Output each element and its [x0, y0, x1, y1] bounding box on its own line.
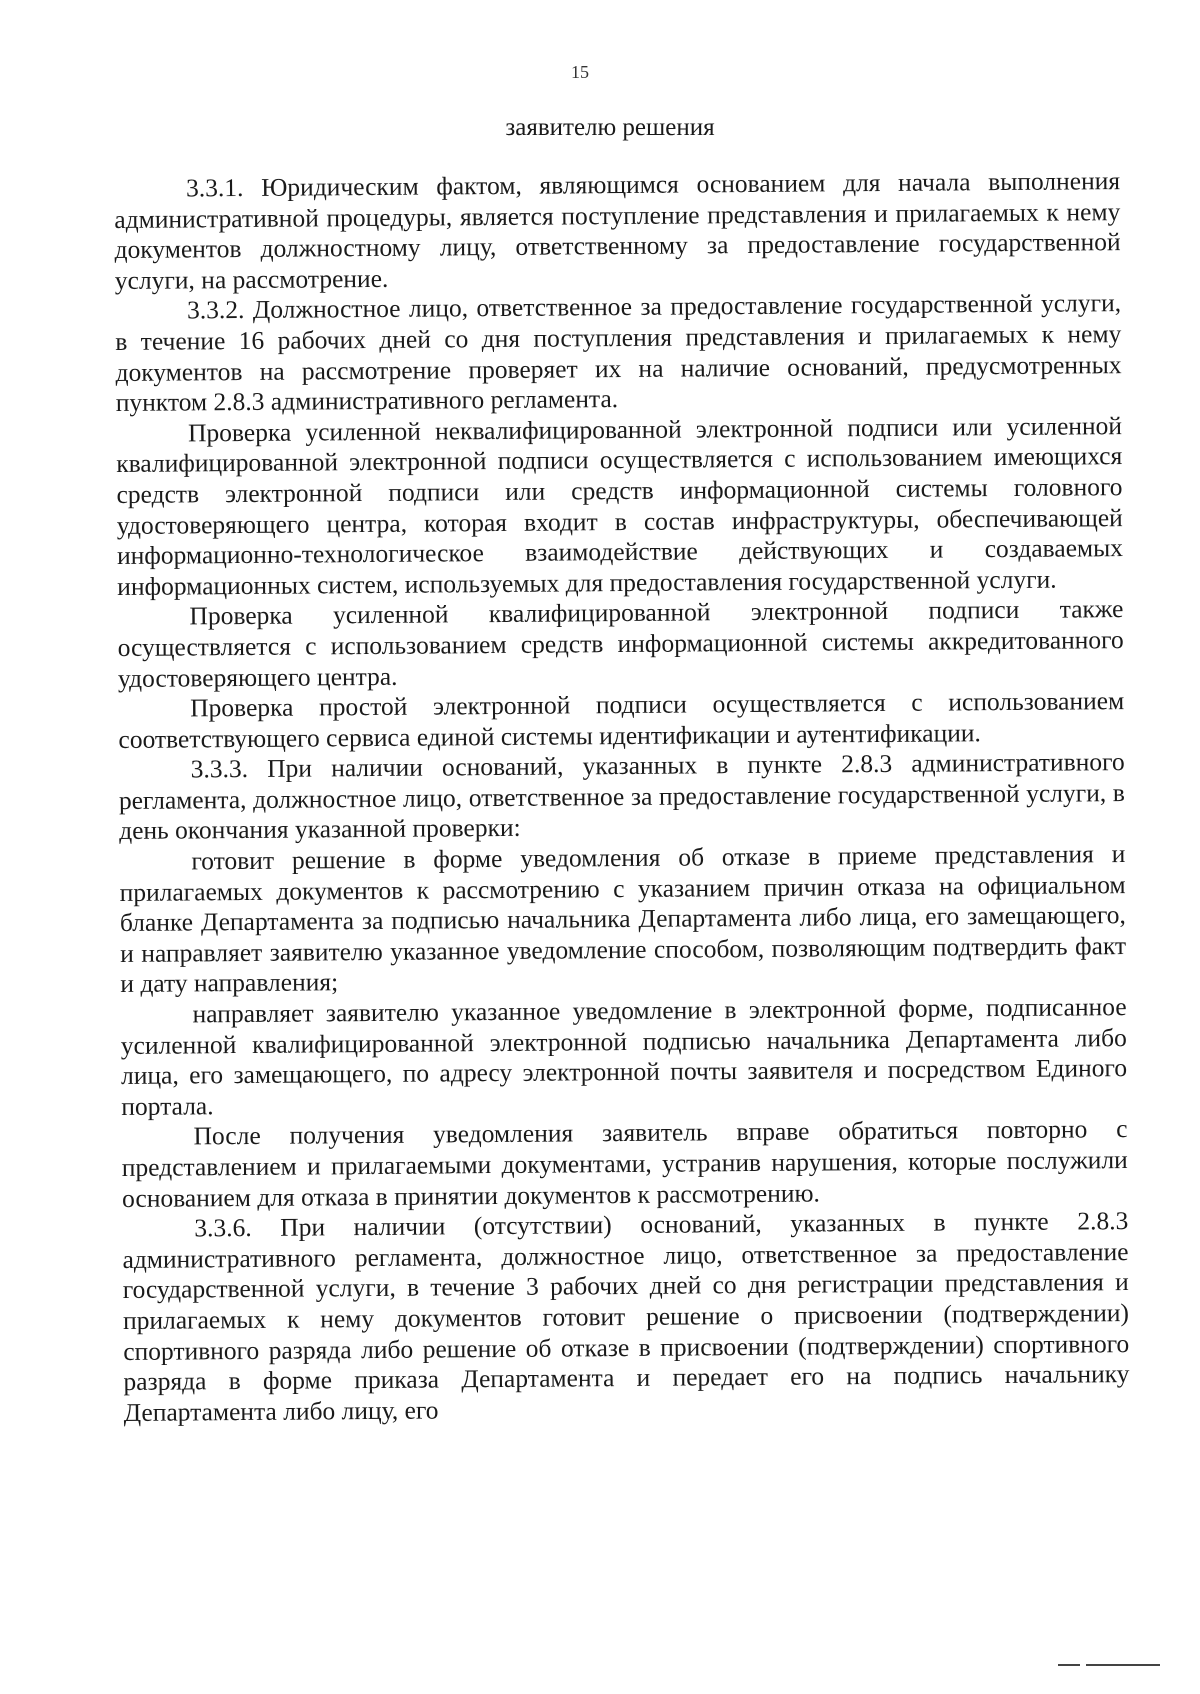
paragraph-sends-notification: направляет заявителю указанное уведомление в электронной форме, подписанное усиленной квалифицированной электронной подписью начальника Департамента либо лица, его замещающего, по адресу электронной почты заявителя и посредством Единого портала.	[120, 992, 1128, 1121]
scan-edge-mark	[1086, 1664, 1160, 1666]
paragraph-3-3-3: 3.3.3. При наличии оснований, указанных в пункте 2.8.3 административного регламента, должностное лицо, ответственное за предоставление государственной услуги, в день окончания указанной проверки:	[118, 747, 1126, 846]
page-number: 15	[571, 62, 589, 82]
paragraph-3-3-2: 3.3.2. Должностное лицо, ответственное за предоставление государственной услуги, в течение 16 рабочих дней со дня поступления представления и прилагаемых к нему документов на рассмотрение проверяет их на наличие оснований, предусмотренных пунктом 2.8.3 административного регламента.	[115, 288, 1122, 418]
paragraph-3-3-1: 3.3.1. Юридическим фактом, являющимся основанием для начала выполнения административной процедуры, является поступление представления и прилагаемых к нему документов должностному лицу, ответственному за предоставление государственной услуги, на рассмотрение.	[114, 166, 1121, 295]
document-body	[114, 166, 1130, 1428]
paragraph-signature-check: Проверка усиленной неквалифицированной электронной подписи или усиленной квалифицированной электронной подписи осуществляется с использованием имеющихся средств электронной подписи или средств информационной системы головного удостоверяющего центра, которая входит в состав инфраструктуры, обеспечивающей информационно-технологическое взаимодействие действующих и создаваемых информационных систем, используемых для предоставления государственной услуги.	[116, 410, 1124, 601]
scan-edge-mark-short	[1058, 1664, 1080, 1666]
paragraph-qualified-signature-check: Проверка усиленной квалифицированной электронной подписи также осуществляется с использованием средств информационной системы аккредитованного удостоверяющего центра.	[117, 594, 1124, 693]
paragraph-simple-signature-check: Проверка простой электронной подписи осуществляется с использованием соответствующего сервиса единой системы идентификации и аутентификации.	[118, 686, 1125, 754]
section-heading-continuation: заявителю решения	[505, 114, 715, 141]
paragraph-repeat-application: После получения уведомления заявитель вправе обратиться повторно с представлением и прилагаемыми документами, устранив нарушения, которые послужили основанием для отказа в принятии документов к рассмотрению.	[121, 1114, 1128, 1213]
paragraph-prepares-decision: готовит решение в форме уведомления об отказе в приеме представления и прилагаемых документов к рассмотрению с указанием причин отказа на официальном бланке Департамента за подписью начальника Департамента либо лица, его замещающего, и направляет заявителю указанное уведомление способом, позволяющим подтвердить факт и дату направления;	[119, 839, 1127, 999]
paragraph-3-3-6: 3.3.6. При наличии (отсутствии) оснований, указанных в пункте 2.8.3 административного регламента, должностное лицо, ответственное за предоставление государственной услуги, в течение 3 рабочих дней со дня регистрации представления и прилагаемых к нему документов готовит решение о присвоении (подтверждении) спортивного разряда либо решение об отказе в присвоении (подтверждении) спортивного разряда в форме приказа Департамента и передает его на подпись начальнику Департамента либо лицу, его	[122, 1206, 1130, 1427]
